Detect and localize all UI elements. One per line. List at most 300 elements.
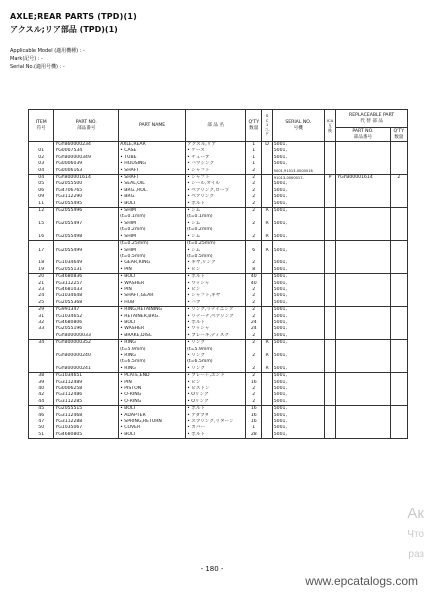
cell-jp: • カバー — [186, 425, 246, 431]
cell-qty: 16 — [246, 413, 262, 419]
cell-jp: • ワッシャ — [186, 326, 246, 332]
cell-item: 44 — [29, 399, 54, 406]
cell-serial: 5001, — [272, 287, 324, 293]
cell-serial: 5001, — [272, 260, 324, 266]
cell-name: • SHAFT — [119, 175, 186, 182]
cell-name: • RING — [119, 340, 186, 347]
cell-part-no: YG2055495 — [54, 201, 119, 208]
cell-jp: (t=0.1mm) — [186, 214, 246, 220]
col-serial: SERIAL NO. 号機 — [272, 110, 324, 142]
cell-part-no: YG2055499 — [54, 248, 119, 254]
cell-name: • SHIM — [119, 234, 186, 241]
cell-rep-no — [336, 373, 390, 380]
cell-jp: • ベアリング,ローラ — [186, 188, 246, 194]
cell-sc — [262, 307, 272, 314]
cell-item: 46 — [29, 413, 54, 419]
cell-jp: • Oリング — [186, 399, 246, 406]
cell-qty: 2 — [246, 221, 262, 227]
cell-serial: 5001, — [272, 326, 324, 332]
cell-rep-no — [336, 333, 390, 340]
cell-name: (t=6.5mm) — [119, 359, 186, 365]
cell-part-no: YG0006163 — [54, 168, 119, 175]
cell-name: • PIN — [119, 287, 186, 293]
cell-item: 21 — [29, 281, 54, 287]
cell-sc: R — [262, 248, 272, 254]
cell-name: • SHIM — [119, 248, 186, 254]
cell-qty: 24 — [246, 320, 262, 326]
cell-sc — [262, 175, 272, 182]
cell-qty: 2 — [246, 287, 262, 293]
cell-rep-qty — [390, 333, 407, 340]
cell-jp: (t=0.25mm) — [186, 241, 246, 248]
cell-jp: (t=0.2mm) — [186, 227, 246, 233]
cell-jp: • シャフト — [186, 168, 246, 175]
cell-jp: • リング,リテイニング — [186, 307, 246, 314]
cell-part-no: YG2055368 — [54, 300, 119, 307]
cell-name: (t=0.2mm) — [119, 227, 186, 233]
cell-jp: • ワッシャ — [186, 281, 246, 287]
cell-rep-no — [336, 300, 390, 307]
cell-sc — [262, 406, 272, 413]
cell-serial: 5001, — [272, 432, 324, 439]
table-row — [29, 300, 408, 307]
cell-part-no: YG4680836 — [54, 274, 119, 281]
cell-name: • WASHER — [119, 326, 186, 332]
table-row — [29, 333, 408, 340]
cell-part-no: YG2055496 — [54, 208, 119, 215]
cell-ica — [324, 168, 336, 175]
cell-item: 50 — [29, 425, 54, 431]
cell-part-no: YG3112468 — [54, 413, 119, 419]
cell-jp: • ブレーキ,ディスク — [186, 333, 246, 340]
cell-serial: 5001, — [272, 340, 324, 347]
cell-qty: 2 — [246, 366, 262, 373]
cell-rep-qty — [390, 234, 407, 241]
cell-name: • O-RING — [119, 399, 186, 406]
cell-serial: 5001, — [272, 366, 324, 373]
cell-qty: 2 — [246, 168, 262, 175]
cell-serial: 5001, — [272, 392, 324, 398]
cell-rep-qty — [390, 399, 407, 406]
col-replaceable: REPLACEABLE PART 代 替 部 品 — [336, 110, 408, 128]
cell-name: AXLE,REAR — [119, 142, 186, 149]
cell-sc — [262, 267, 272, 274]
cell-jp: • ギヤ,リング — [186, 260, 246, 266]
cell-ica: P — [324, 175, 336, 182]
cell-part-no: YG3112257 — [54, 281, 119, 287]
cell-part-no: YG3112486 — [54, 392, 119, 398]
cell-qty: 2 — [246, 201, 262, 208]
cell-part-no: YG1034649 — [54, 260, 119, 266]
cell-item: 25 — [29, 300, 54, 307]
cell-name: • TUBE — [119, 155, 186, 161]
cell-sc: R — [262, 234, 272, 241]
cell-rep-qty — [390, 142, 407, 149]
cell-part-no: YG3112290 — [54, 194, 119, 200]
cell-jp: • シャフト,ギヤ — [186, 293, 246, 299]
cell-rep-no — [336, 267, 390, 274]
cell-item: 24 — [29, 293, 54, 299]
cell-qty: 2 — [246, 194, 262, 200]
page-title: AXLE;REAR PARTS (TPD)(1) — [10, 12, 137, 21]
cell-jp: アクスル,リア — [186, 142, 246, 149]
cell-sc: R — [262, 221, 272, 227]
cell-serial: 5001, — [272, 373, 324, 380]
parts-table — [28, 109, 408, 439]
mark: Mark(記号) : - — [10, 56, 43, 62]
cell-part-no: YG2055196 — [54, 326, 119, 332]
cell-item: 33 — [29, 326, 54, 332]
cell-part-no: YG0007534 — [54, 148, 119, 154]
cell-serial: 5001, — [272, 201, 324, 208]
cell-qty: 2 — [246, 181, 262, 187]
cell-part-no: YG4706765 — [54, 188, 119, 194]
cell-rep-qty — [390, 241, 407, 248]
cell-name: • SHAFT,GEAR — [119, 293, 186, 299]
cell-item: 40 — [29, 386, 54, 392]
cell-name: • PIN — [119, 267, 186, 274]
cell-part-no: YG1035067 — [54, 425, 119, 431]
col-part-no: PART NO. 部品番号 — [54, 110, 119, 142]
cell-ica — [324, 432, 336, 439]
cell-qty: 2 — [246, 300, 262, 307]
cell-item: 19 — [29, 267, 54, 274]
cell-part-no: YG4681033 — [54, 287, 119, 293]
cell-serial: 5001, — [272, 194, 324, 200]
cell-item: 47 — [29, 419, 54, 425]
cell-part-no: YG1034648 — [54, 293, 119, 299]
table-row — [29, 142, 408, 149]
cell-name: • RETAINER,BRG. — [119, 314, 186, 320]
cell-item: 09 — [29, 194, 54, 200]
cell-ica — [324, 267, 336, 274]
cell-ica — [324, 208, 336, 215]
cell-name: • SEAL,OIL — [119, 181, 186, 187]
cell-sc — [262, 241, 272, 248]
cell-serial: 5001, — [272, 267, 324, 274]
cell-qty: 2 — [246, 234, 262, 241]
cell-part-no: YGYB60000234 — [54, 142, 119, 149]
cell-rep-no — [336, 208, 390, 215]
cell-part-no: YGYB00000241 — [54, 366, 119, 373]
cell-sc — [262, 300, 272, 307]
cell-rep-qty — [390, 340, 407, 347]
cell-qty: 6 — [246, 248, 262, 254]
cell-rep-qty — [390, 307, 407, 314]
table-row — [29, 432, 408, 439]
cell-qty: 16 — [246, 380, 262, 386]
cell-sc — [262, 399, 272, 406]
cell-sc: R — [262, 340, 272, 347]
cell-ica — [324, 201, 336, 208]
cell-name: • BOLT — [119, 320, 186, 326]
cell-serial: 5001, — [272, 333, 324, 340]
cell-item: 15 — [29, 221, 54, 227]
cell-serial: 5001,91013-0000016 — [272, 168, 324, 175]
cell-name: (t=5.9mm) — [119, 347, 186, 353]
table-row — [29, 373, 408, 380]
cell-item: 45 — [29, 406, 54, 413]
cell-part-no: YG4680806 — [54, 320, 119, 326]
table-row — [29, 274, 408, 281]
cell-rep-no — [336, 274, 390, 281]
cell-ica — [324, 307, 336, 314]
table-row — [29, 340, 408, 347]
cell-item: 39 — [29, 380, 54, 386]
cell-part-no: YG1034652 — [54, 314, 119, 320]
cell-part-no: YG4680805 — [54, 432, 119, 439]
cell-serial: 5001, — [272, 419, 324, 425]
cell-rep-no — [336, 234, 390, 241]
cell-qty: 1 — [246, 155, 262, 161]
cell-jp: (t=6.5mm) — [186, 359, 246, 365]
cell-jp: • シール,オイル — [186, 181, 246, 187]
cell-rep-no — [336, 142, 390, 149]
cell-item: 17 — [29, 248, 54, 254]
cell-item: 04 — [29, 168, 54, 175]
cell-qty: 1 — [246, 161, 262, 167]
cell-item: 42 — [29, 392, 54, 398]
cell-jp: (t=0.5mm) — [186, 254, 246, 260]
cell-name: • BOLT — [119, 274, 186, 281]
cell-rep-qty: 2 — [390, 175, 407, 182]
cell-qty: 8 — [246, 267, 262, 274]
cell-qty: 24 — [246, 326, 262, 332]
cell-serial: 5001, — [272, 380, 324, 386]
cell-jp: • アダプタ — [186, 413, 246, 419]
cell-item: 01 — [29, 148, 54, 154]
cell-sc — [262, 168, 272, 175]
cell-part-no: YG991347 — [54, 307, 119, 314]
cell-rep-no: YGYB00001614 — [336, 175, 390, 182]
col-item: ITEM 符号 — [29, 110, 54, 142]
cell-jp: • チューブ — [186, 155, 246, 161]
cell-sc: R — [262, 208, 272, 215]
cell-jp: • ボルト — [186, 406, 246, 413]
cell-item: 06 — [29, 188, 54, 194]
cell-rep-no — [336, 340, 390, 347]
cell-name: • O-RING — [119, 392, 186, 398]
cell-jp: • リング — [186, 366, 246, 373]
cell-name: • SHIM — [119, 208, 186, 215]
cell-rep-qty — [390, 373, 407, 380]
cell-serial: 5001, — [272, 293, 324, 299]
cell-serial: 5001, — [272, 413, 324, 419]
cell-qty: 2 — [246, 392, 262, 398]
cell-jp: • ピストン — [186, 386, 246, 392]
cell-serial: 5001, — [272, 281, 324, 287]
cell-part-no: YGYB00000352 — [54, 340, 119, 347]
cell-name: • HOUSING — [119, 161, 186, 167]
table-row — [29, 241, 408, 248]
cell-item — [29, 142, 54, 149]
cell-rep-no — [336, 399, 390, 406]
cell-jp: • ボルト — [186, 320, 246, 326]
col-jp-name: 部 品 名 — [186, 110, 246, 142]
side-watermark-3: раз — [408, 549, 424, 560]
cell-name: • ADAPTER — [119, 413, 186, 419]
cell-jp: • リテーナ,ベアリング — [186, 314, 246, 320]
table-row — [29, 208, 408, 215]
cell-jp: • スプリング,リターン — [186, 419, 246, 425]
cell-ica — [324, 373, 336, 380]
cell-name: • SPRING,RETURN — [119, 419, 186, 425]
cell-item: 23 — [29, 287, 54, 293]
cell-part-no: YG3112489 — [54, 380, 119, 386]
cell-serial: 5001, — [272, 406, 324, 413]
cell-name: • BOLT — [119, 406, 186, 413]
cell-qty — [246, 241, 262, 248]
col-ica: ICA 互 換 — [324, 110, 336, 142]
cell-serial — [272, 241, 324, 248]
col-rep-qty: Q'TY 数量 — [390, 128, 407, 142]
col-part-name: PART NAME — [119, 110, 186, 142]
cell-part-no — [54, 241, 119, 248]
cell-name: • CASE — [119, 148, 186, 154]
cell-qty: 2 — [246, 333, 262, 340]
cell-name: • RING,RETAINING — [119, 307, 186, 314]
cell-name: (t=0.25mm) — [119, 241, 186, 248]
table-row — [29, 175, 408, 182]
col-qty: Q'TY 数量 — [246, 110, 262, 142]
cell-item: 32 — [29, 320, 54, 326]
cell-serial: 5001, — [272, 314, 324, 320]
cell-jp: • シム — [186, 221, 246, 227]
cell-serial: 5001, — [272, 248, 324, 254]
cell-item: 31 — [29, 314, 54, 320]
cell-jp: • シム — [186, 208, 246, 215]
table-row — [29, 267, 408, 274]
cell-jp: (t=5.9mm) — [186, 347, 246, 353]
cell-qty: 2 — [246, 260, 262, 266]
cell-part-no: YG1034651 — [54, 373, 119, 380]
cell-rep-qty — [390, 432, 407, 439]
cell-name: • WASHER — [119, 281, 186, 287]
cell-sc — [262, 274, 272, 281]
cell-sc — [262, 373, 272, 380]
cell-rep-no — [336, 406, 390, 413]
cell-jp: • リング — [186, 353, 246, 359]
cell-ica — [324, 399, 336, 406]
cell-part-no: YG0006039 — [54, 161, 119, 167]
table-row — [29, 234, 408, 241]
cell-serial: 5001, — [272, 320, 324, 326]
cell-rep-qty — [390, 406, 407, 413]
cell-ica — [324, 142, 336, 149]
cell-name: • PISTON — [119, 386, 186, 392]
table-row — [29, 366, 408, 373]
cell-qty: 2 — [246, 188, 262, 194]
cell-ica — [324, 406, 336, 413]
cell-jp: • ボルト — [186, 274, 246, 281]
cell-qty: 2 — [246, 340, 262, 347]
cell-item — [29, 366, 54, 373]
cell-ica — [324, 340, 336, 347]
cell-part-no: YGYB00001614 — [54, 175, 119, 182]
cell-rep-qty — [390, 366, 407, 373]
cell-qty: 2 — [246, 208, 262, 215]
cell-serial: 5001, — [272, 161, 324, 167]
brand-watermark: www.epcatalogs.com — [305, 574, 418, 588]
cell-jp: • シム — [186, 234, 246, 241]
cell-serial: 91013-0000017- — [272, 175, 324, 182]
cell-jp: • ピン — [186, 287, 246, 293]
cell-jp: • ハウジング — [186, 161, 246, 167]
cell-rep-qty — [390, 274, 407, 281]
cell-jp: • プレート,エンド — [186, 373, 246, 380]
cell-serial: 5001, — [272, 181, 324, 187]
col-rep-part-no: PART NO. 部品番号 — [336, 128, 390, 142]
cell-item: 03 — [29, 161, 54, 167]
cell-rep-qty — [390, 168, 407, 175]
cell-item: 11 — [29, 201, 54, 208]
cell-serial: 5001, — [272, 188, 324, 194]
cell-serial: 5001, — [272, 399, 324, 406]
cell-qty: 40 — [246, 281, 262, 287]
side-watermark-1: Ак — [407, 505, 424, 522]
cell-name: • BRAKE,DISC — [119, 333, 186, 340]
cell-part-no: YG3112285 — [54, 399, 119, 406]
cell-jp: • ベアリング — [186, 194, 246, 200]
cell-part-no: YG2055515 — [54, 406, 119, 413]
cell-sc — [262, 201, 272, 208]
cell-name: • BOLT — [119, 432, 186, 439]
cell-name: • COVER — [119, 425, 186, 431]
cell-serial: 5001, — [272, 234, 324, 241]
cell-rep-no — [336, 168, 390, 175]
cell-item: 18 — [29, 260, 54, 266]
cell-name: • RING — [119, 353, 186, 359]
cell-serial: 5001, — [272, 274, 324, 281]
cell-rep-qty — [390, 300, 407, 307]
cell-serial: 5001, — [272, 425, 324, 431]
cell-serial: 5001, — [272, 221, 324, 227]
cell-sc: D — [262, 142, 272, 149]
cell-name: • BOLT — [119, 201, 186, 208]
cell-part-no: YG2055500 — [54, 181, 119, 187]
cell-part-no: YG2055131 — [54, 267, 119, 274]
table-row — [29, 168, 408, 175]
cell-qty: 2 — [246, 399, 262, 406]
cell-item: 34 — [29, 340, 54, 347]
cell-name: • BRG. — [119, 194, 186, 200]
cell-item: 29 — [29, 307, 54, 314]
page-number: - 180 - — [200, 565, 224, 573]
cell-ica — [324, 274, 336, 281]
cell-item: 04 — [29, 175, 54, 182]
page-title-jp: アクスル;リア部品 (TPD)(1) — [10, 25, 118, 34]
cell-part-no: YGYB00000240 — [54, 353, 119, 359]
cell-jp: • Oリング — [186, 392, 246, 398]
cell-ica — [324, 241, 336, 248]
cell-jp: • ケース — [186, 148, 246, 154]
cell-sc: R — [262, 366, 272, 373]
serial-no: Serial No.(適用号機) : - — [10, 64, 65, 70]
cell-rep-qty — [390, 267, 407, 274]
cell-name: • SHIM — [119, 221, 186, 227]
cell-name: • GEAR,RING — [119, 260, 186, 266]
side-watermark-2: Что — [407, 529, 424, 540]
cell-name: • BRG.,ROL. — [119, 188, 186, 194]
cell-rep-no — [336, 307, 390, 314]
cell-name: (t=0.1mm) — [119, 214, 186, 220]
cell-jp: • ピン — [186, 267, 246, 274]
cell-serial: 5001, — [272, 386, 324, 392]
cell-name: • SHAFT — [119, 168, 186, 175]
cell-serial: 5001, — [272, 300, 324, 307]
col-sc: S C 1 コ- ド — [262, 110, 272, 142]
cell-jp: • リング — [186, 340, 246, 347]
